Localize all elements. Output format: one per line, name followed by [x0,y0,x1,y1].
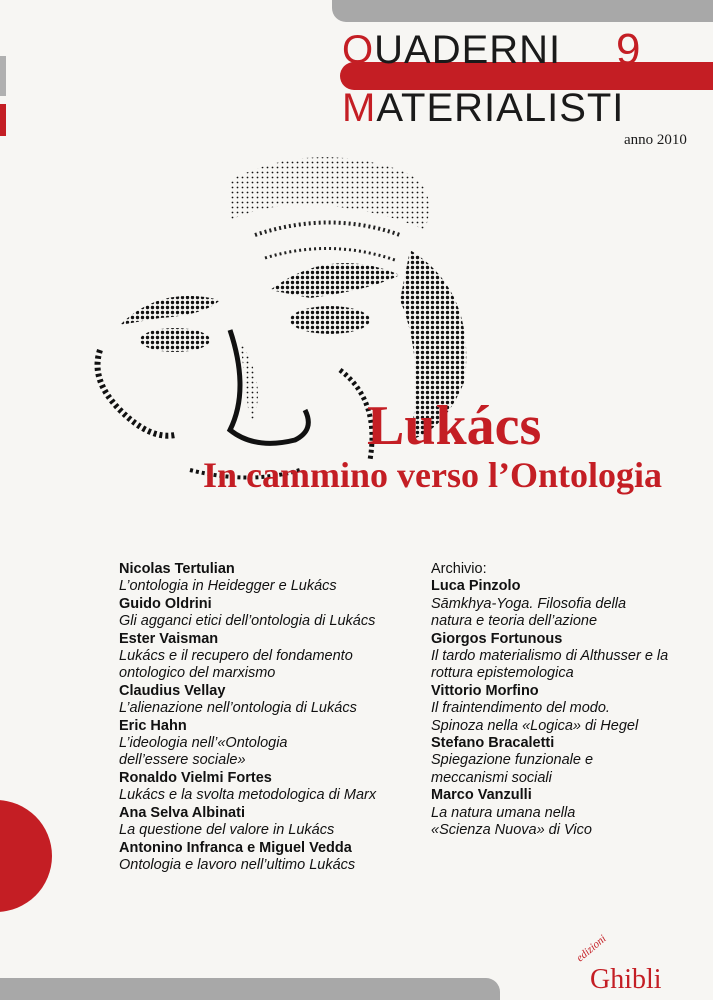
left-gray-tab [0,56,6,96]
entry-author: Ronaldo Vielmi Fortes [119,769,272,786]
issue-number: 9 [616,25,641,74]
contents-right-column [431,561,711,840]
entry-title: Sāmkhya-Yoga. Filosofia della natura e teoria dell’azione [431,595,627,630]
journal-title-line-2 [342,88,624,128]
entry-author: Claudius Vellay [119,682,226,699]
entry-author: Nicolas Tertulian [119,561,235,577]
title-rest-2: ATERIALISTI [376,86,625,130]
entry-author: Ester Vaisman [119,630,219,647]
top-gray-band [332,0,713,22]
title-initial-q: Q [342,28,375,72]
entry-author: Antonino Infranca e Miguel Vedda [119,839,352,856]
left-red-tab [0,104,6,136]
entry-title: L’ideologia nell’«Ontologia dell’essere sociale» [119,735,288,769]
entry-author: Vittorio Morfino [431,682,539,699]
ghibli-logo-icon [560,930,670,1000]
entry-title: Ontologia e lavoro nell’ultimo Lukács [119,856,356,873]
entry-title: Il fraintendimento del modo. Spinoza nella «Logica» di Hegel [431,700,639,734]
entry-title: L’alienazione nell’ontologia di Lukács [119,700,357,717]
title-initial-m: M [342,86,377,130]
entry-title: Il tardo materialismo di Althusser e la rottura epistemologica [431,648,669,682]
cover-title: Lukács [367,395,542,457]
archive-heading: Archivio: [431,561,487,577]
publisher-name: Ghibli [590,964,662,995]
entry-author: Luca Pinzolo [431,578,521,595]
entry-author: Marco Vanzulli [431,787,532,804]
red-half-circle [0,800,52,912]
journal-title-line-1 [342,30,561,70]
entry-author: Guido Oldrini [119,595,212,612]
entry-title: Spiegazione funzionale e meccanismi sociali [431,752,594,786]
publication-year: anno 2010 [624,132,687,148]
entry-title: Gli agganci etici dell’ontologia di Lukács [119,613,376,630]
entry-title: La natura umana nella «Scienza Nuova» di Vico [431,804,592,839]
entry-title: Lukács e il recupero del fondamento ontologico del marxismo [119,648,353,682]
entry-title: Lukács e la svolta metodologica di Marx [119,787,377,804]
publisher-small-label: edizioni [574,932,609,965]
entry-title: La questione del valore in Lukács [119,822,335,839]
contents-left-column [119,561,419,874]
entry-author: Stefano Bracaletti [431,735,555,752]
entry-title: L’ontologia in Heidegger e Lukács [119,578,337,595]
cover-subtitle: In cammino verso l’Ontologia [203,455,662,495]
entry-author: Ana Selva Albinati [119,804,245,821]
entry-author: Giorgos Fortunous [431,630,563,647]
bottom-gray-band [0,978,500,1000]
entry-author: Eric Hahn [119,717,187,734]
title-rest-1: UADERNI [374,28,562,72]
